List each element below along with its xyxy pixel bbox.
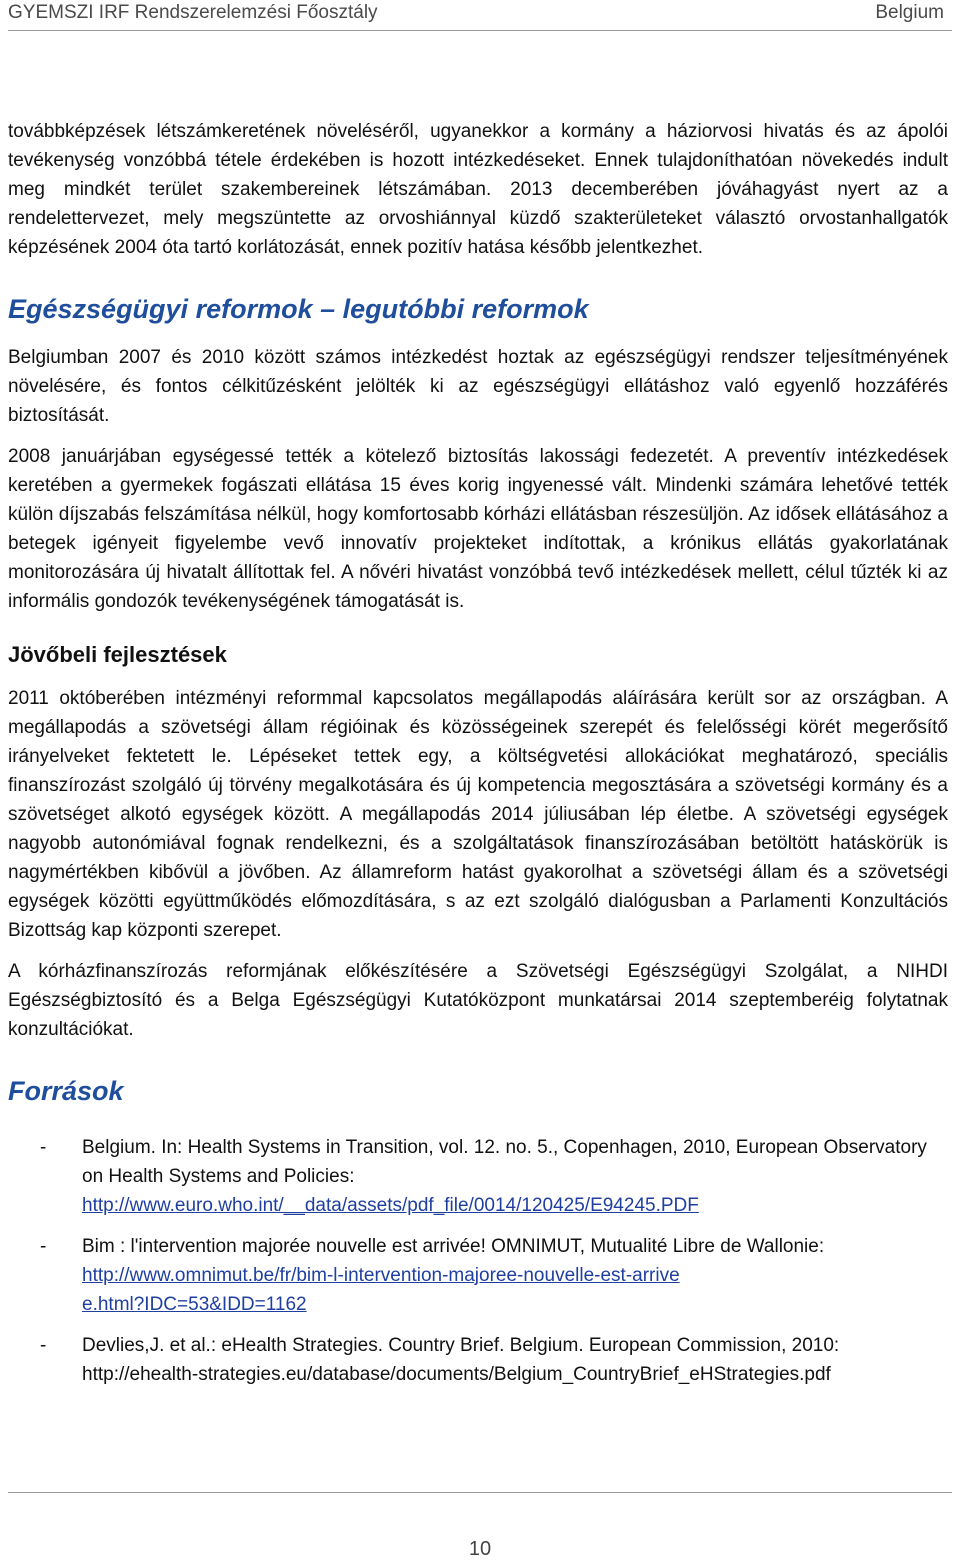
future-paragraph-1: 2011 októberében intézményi reformmal kapcsolatos megállapodás aláírására került sor az országban. A megállapodás a szövetségi állam régióinak és közösségeinek szerepét és felelősségi körét megerősítő irányelveket fektetett le. Lépéseket tettek egy, a költségvetési allokációkat meghatározó, speciális finanszírozást szolgáló új törvény megalkotására és új kompetencia megosztására a szövetségi kormány és a szövetséget alkotó egységek között. A megállapodás 2014 júliusában lép életbe. A szövetségi egységek nagyobb autonómiával fognak rendelkezni, és a szolgáltatások finanszírozásában betöltött hatáskörük is nagymértékben kibővül a jövőben. Az államreform hatást gyakorolhat a szövetségi állam és a szövetségi egységek közötti együttműködés előmozdítására, s az ezt szolgáló dialógusban a Parlamenti Konzultációs Bizottság kap központi szerepet. [8,688,948,941]
document-body [8,117,948,1389]
source-text: Bim : l'intervention majorée nouvelle est arrivée! OMNIMUT, Mutualité Libre de Wallonie: [82,1236,825,1257]
list-dash: - [40,1137,47,1158]
source-url: http://ehealth-strategies.eu/database/documents/Belgium_CountryBrief_eHStrategies.pdf [82,1364,831,1385]
source-link[interactable]: http://www.omnimut.be/fr/bim-l-intervention-majoree-nouvelle-est-arrivee.html?IDC=53&IDD=1162 [82,1265,680,1315]
section-title-reforms: Egészségügyi reformok – legutóbbi reformok [8,294,589,324]
future-paragraph-2: A kórházfinanszírozás reformjának előkészítésére a Szövetségi Egészségügyi Szolgálat, a NIHDI Egészségbiztosító és a Belga Egészségügyi Kutatóközpont munkatársai 2014 szeptemberéig folytatnak konzultációkat. [8,961,948,1040]
reforms-paragraph-1: Belgiumban 2007 és 2010 között számos intézkedést hoztak az egészségügyi rendszer teljesítményének növelésére, és fontos célkitűzésként jelölték ki az egészségügyi ellátáshoz való egyenlő hozzáférés biztosítását. [8,347,948,426]
page-number: 10 [468,1538,492,1560]
page-header [8,0,952,31]
intro-paragraph: továbbképzések létszámkeretének növeléséről, ugyanekkor a kormány a háziorvosi hivatás és az ápolói tevékenység vonzóbbá tétele érdekében is hozott intézkedéseket. Ennek tulajdoníthatóan növekedés indult meg mindkét terület szakembereinek létszámában. 2013 decemberében jóváhagyást nyert az a rendelettervezet, mely megszüntette az orvoshiánnyal küzdő szakterületeket választó orvostanhallgatók képzésének 2004 óta tartó korlátozását, ennek pozitív hatása később jelentkezhet. [8,121,948,258]
header-organization: GYEMSZI IRF Rendszerelemzési Főosztály [8,2,378,23]
source-item [8,1133,948,1220]
header-country: Belgium [875,2,944,23]
source-text: Devlies,J. et al.: eHealth Strategies. Country Brief. Belgium. European Commission, 2010: [82,1335,840,1356]
section-title-sources: Források [8,1076,124,1106]
list-dash: - [40,1236,47,1257]
source-link[interactable]: http://www.euro.who.int/__data/assets/pdf_file/0014/120425/E94245.PDF [82,1195,699,1216]
footer-divider [8,1492,952,1493]
reforms-paragraph-2: 2008 januárjában egységessé tették a kötelező biztosítás lakossági fedezetét. A preventív intézkedések keretében a gyermekek fogászati ellátása 15 éves korig ingyenessé vált. Mindenki számára lehetővé tették külön díjszabás felszámítása nélkül, hogy komfortosabb kórházi ellátásban részesüljön. Az idősek ellátásához a betegek igényeit figyelembe vevő innovatív projekteket indítottak, a krónikus ellátás gyakorlatának monitorozására új hivatalt állítottak fel. A nővéri hivatást vonzóbbá tevő intézkedések mellett, célul tűzték ki az informális gondozók tevékenységének támogatását is. [8,446,948,612]
section-title-future: Jövőbeli fejlesztések [8,642,227,667]
list-dash: - [40,1335,47,1356]
source-item [8,1232,948,1319]
source-item [8,1331,948,1389]
sources-list [8,1133,948,1389]
source-text: Belgium. In: Health Systems in Transition, vol. 12. no. 5., Copenhagen, 2010, European Observatory on Health Systems and Policies: [82,1137,927,1187]
